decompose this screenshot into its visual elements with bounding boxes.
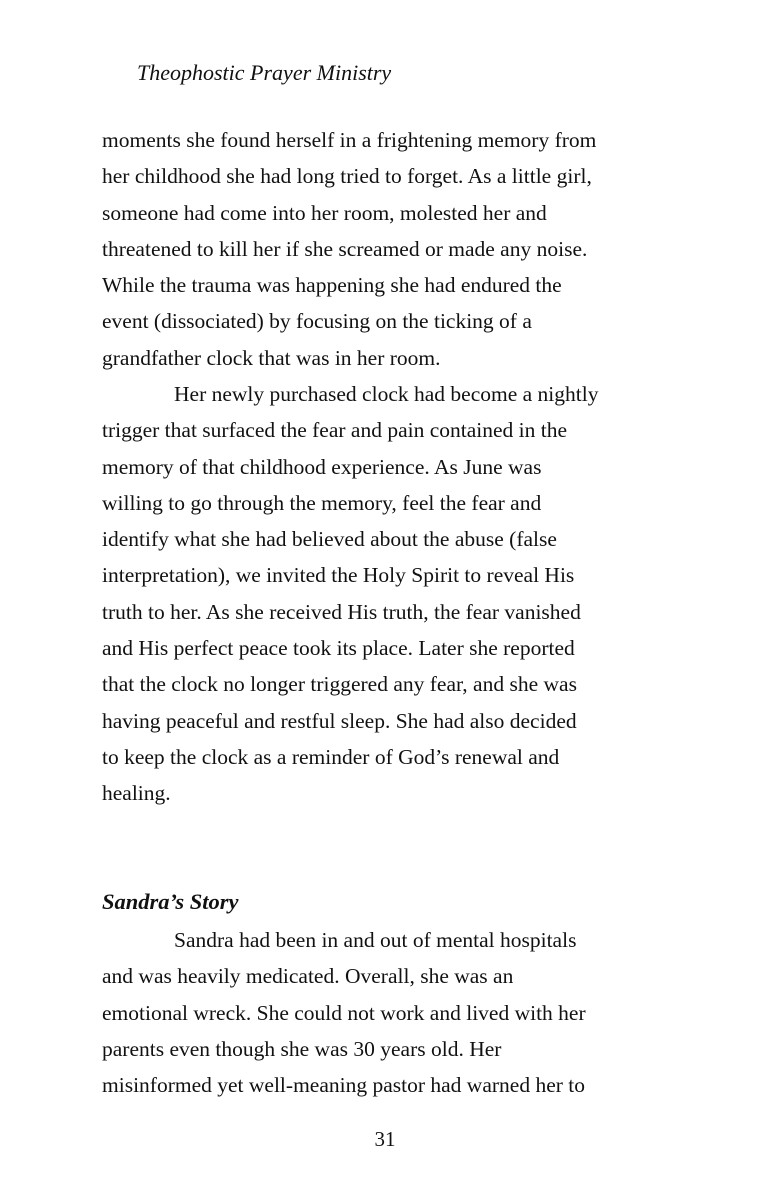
- paragraph-line: identify what she had believed about the abuse (false: [102, 527, 557, 552]
- page-number: 31: [374, 1127, 396, 1151]
- paragraph-line: that the clock no longer triggered any fear, and she was: [102, 672, 577, 697]
- paragraph-line: While the trauma was happening she had endured the: [102, 273, 562, 298]
- paragraph-line: Her newly purchased clock had become a nightly: [174, 382, 599, 406]
- paragraph-line: [102, 812, 682, 848]
- paragraph-line: Sandra had been in and out of mental hospitals: [174, 928, 577, 952]
- paragraph-line: to keep the clock as a reminder of God’s renewal and: [102, 744, 560, 769]
- paragraph-line: her childhood she had long tried to forget. As a little girl,: [102, 164, 592, 189]
- paragraph-line: moments she found herself in a frightening memory from: [102, 128, 597, 152]
- paragraph-line: interpretation), we invited the Holy Spirit to reveal His: [102, 563, 575, 588]
- paragraph-line: event (dissociated) by focusing on the ticking of a: [102, 309, 532, 334]
- paragraph-line: emotional wreck. She could not work and lived with her: [102, 1000, 586, 1025]
- paragraph-line: healing.: [102, 781, 171, 806]
- paragraph-line: truth to her. As she received His truth, the fear vanished: [102, 599, 581, 624]
- section-heading: Sandra’s Story: [102, 889, 239, 914]
- paragraph-line: memory of that childhood experience. As June was: [102, 454, 542, 479]
- paragraph-line: and His perfect peace took its place. Later she reported: [102, 636, 575, 661]
- paragraph-line: and was heavily medicated. Overall, she was an: [102, 964, 514, 989]
- paragraph-line: misinformed yet well-meaning pastor had warned her to: [102, 1073, 586, 1098]
- paragraph-2: [102, 376, 682, 848]
- paragraph-line: having peaceful and restful sleep. She had also decided: [102, 708, 577, 733]
- paragraph-line: willing to go through the memory, feel the fear and: [102, 490, 542, 515]
- running-header: Theophostic Prayer Ministry: [137, 60, 392, 85]
- paragraph-line: threatened to kill her if she screamed or made any noise.: [102, 236, 588, 261]
- paragraph-line: grandfather clock that was in her room.: [102, 345, 441, 370]
- paragraph-line: someone had come into her room, molested her and: [102, 200, 547, 225]
- paragraph-line: parents even though she was 30 years old. Her: [102, 1036, 502, 1061]
- paragraph-line: trigger that surfaced the fear and pain contained in the: [102, 418, 568, 443]
- paragraph-1: [102, 122, 682, 376]
- paragraph-3: [102, 922, 682, 1103]
